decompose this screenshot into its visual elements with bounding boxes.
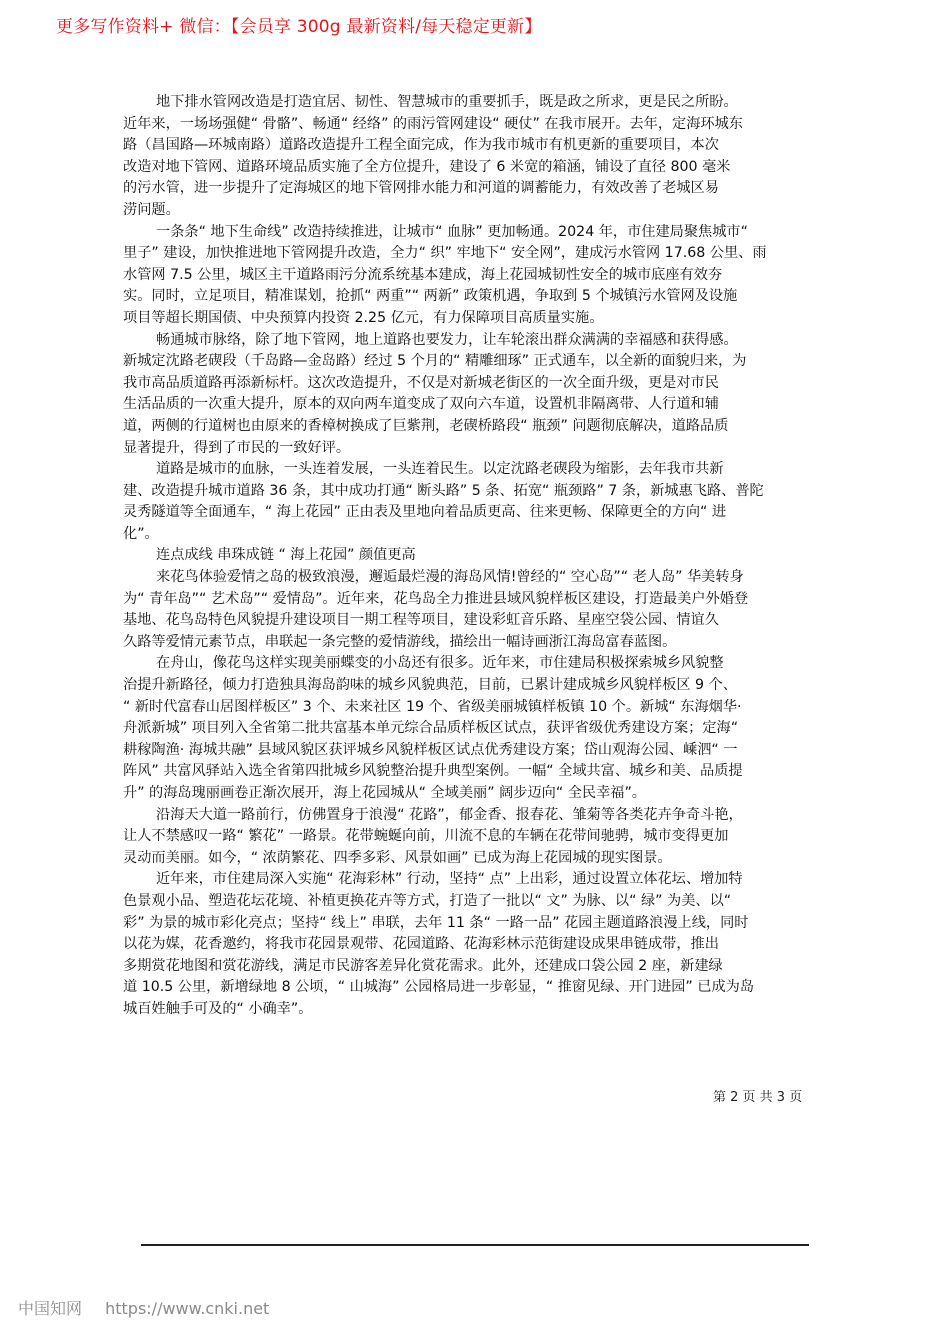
text-line: 实。同时，立足项目，精准谋划，抢抓“ 两重”“ 两新” 政策机遇，争取到 5 个城镇污水管网及设施: [123, 288, 738, 305]
text-line: 灵秀隧道等全面通车，“ 海上花园” 正由表及里地向着品质更高、往来更畅、保障更全的方向“ 进: [123, 504, 727, 521]
footer-site-url[interactable]: https://www.cnki.net: [105, 1299, 270, 1318]
paragraph: [123, 222, 833, 330]
text-line: 耕稼陶渔· 海城共融” 县域风貌区获评城乡风貌样板区试点优秀建设方案；岱山观海公园、嵊泗“ 一: [123, 741, 738, 758]
paragraph: [123, 459, 833, 545]
paragraph: [123, 653, 833, 804]
text-line: 生活品质的一次重大提升，原本的双向两车道变成了双向六车道，设置机非隔离带、人行道和辅: [123, 396, 719, 413]
footer-divider: [141, 1244, 809, 1246]
text-line: 为“ 青年岛”“ 艺术岛”“ 爱情岛”。近年来，花鸟岛全力推进县域风貌样板区建设，打造最美户外婚登: [123, 590, 749, 607]
text-line: 近年来，市住建局深入实施“ 花海彩林” 行动，坚持“ 点” 上出彩，通过设置立体花坛、增加特: [156, 871, 743, 888]
paragraph: [123, 567, 833, 653]
text-line: 来花鸟体验爱情之岛的极致浪漫，邂逅最烂漫的海岛风情!曾经的“ 空心岛”“ 老人岛” 华美转身: [156, 569, 744, 586]
text-line: 基地、花鸟岛特色风貌提升建设项目一期工程等项目，建设彩虹音乐路、星座空袋公园、情谊久: [123, 612, 719, 629]
paragraph: [123, 545, 833, 567]
article-body: [123, 92, 833, 1021]
text-line: 化”。: [123, 525, 159, 542]
text-line: 我市高品质道路再添新标杆。这次改造提升，不仅是对新城老街区的一次全面升级，更是对市民: [123, 374, 719, 391]
text-line: 城百姓触手可及的“ 小确幸”。: [123, 1000, 313, 1017]
text-line: 里子” 建设，加快推进地下管网提升改造，全力“ 织” 牢地下“ 安全网”，建成污水管网 17.68 公里、雨: [123, 245, 767, 262]
text-line: 久路等爱情元素节点，串联起一条完整的爱情游线，描绘出一幅诗画浙江海岛富春蓝图。: [123, 633, 677, 650]
footer-watermark: [18, 1296, 287, 1319]
text-line: 升” 的海岛瑰丽画卷正渐次展开，海上花园城从“ 全域美丽” 阔步迈向“ 全民幸福”。: [123, 785, 646, 801]
text-line: 建、改造提升城市道路 36 条，其中成功打通“ 断头路” 5 条、拓宽“ 瓶颈路” 7 条，新城惠飞路、普陀: [123, 482, 764, 499]
text-line: 改造对地下管网、道路环境品质实施了全方位提升，建设了 6 米宽的箱涵，铺设了直径 800 毫米: [123, 158, 731, 175]
text-line: 项目等超长期国债、中央预算内投资 2.25 亿元，有力保障项目高质量实施。: [123, 309, 604, 326]
text-line: 连点成线 串珠成链 “ 海上花园” 颜值更高: [156, 547, 416, 564]
text-line: “ 新时代富春山居图样板区” 3 个、未来社区 19 个、省级美丽城镇样板镇 10 个。新城“ 东海烟华·: [123, 698, 742, 715]
footer-site-name: 中国知网: [18, 1299, 83, 1318]
paragraph: [123, 805, 833, 870]
text-line: 阵风” 共富风驿站入选全省第四批城乡风貌整治提升典型案例。一幅“ 全域共富、城乡和美、品质提: [123, 763, 743, 780]
paragraph: [123, 869, 833, 1020]
text-line: 道路是城市的血脉，一头连着发展，一头连着民生。以定沈路老碶段为缩影，去年我市共新: [156, 461, 724, 478]
text-line: 沿海天大道一路前行，仿佛置身于浪漫“ 花路”，郁金香、报春花、雏菊等各类花卉争奇斗艳，: [156, 806, 743, 823]
text-line: 新城定沈路老碶段（千岛路—金岛路）经过 5 个月的“ 精雕细琢” 正式通车，以全新的面貌归来，为: [123, 353, 747, 370]
paragraph: [123, 92, 833, 222]
text-line: 色景观小品、塑造花坛花境、补植更换花卉等方式，打造了一批以“ 文” 为脉、以“ 绿” 为美、以“: [123, 892, 732, 909]
page-number: 第 2 页 共 3 页: [713, 1090, 803, 1105]
text-line: 显著提升，得到了市民的一致好评。: [123, 439, 351, 456]
text-line: 路（昌国路—环城南路）道路改造提升工程全面完成，作为我市城市有机更新的重要项目，本次: [123, 137, 719, 154]
promo-banner: 更多写作资料+ 微信：【会员享 300g 最新资料/每天稳定更新】: [56, 17, 542, 37]
text-line: 地下排水管网改造是打造宜居、韧性、智慧城市的重要抓手，既是政之所求，更是民之所盼。: [156, 94, 738, 110]
text-line: 在舟山，像花鸟这样实现美丽蝶变的小岛还有很多。近年来，市住建局积极探索城乡风貌整: [156, 655, 724, 672]
text-line: 让人不禁感叹一路“ 繁花” 一路景。花带蜿蜒向前，川流不息的车辆在花带间驰骋，城市变得更加: [123, 828, 729, 845]
text-line: 畅通城市脉络，除了地下管网，地上道路也要发力，让车轮滚出群众满满的幸福感和获得感。: [156, 331, 738, 348]
text-line: 道，两侧的行道树也由原来的香樟树换成了巨紫荆，老碶桥路段“ 瓶颈” 问题彻底解决，道路品质: [123, 417, 729, 434]
paragraph: [123, 330, 833, 460]
text-line: 一条条“ 地下生命线” 改造持续推进，让城市“ 血脉” 更加畅通。2024 年，市住建局聚焦城市“: [156, 223, 748, 240]
text-line: 近年来，一场场强健“ 骨骼”、畅通“ 经络” 的雨污管网建设“ 硬仗” 在我市展开。去年，定海环城东: [123, 115, 743, 132]
text-line: 治提升新路径，倾力打造独具海岛韵味的城乡风貌典范，目前，已累计建成城乡风貌样板区 9 个、: [123, 677, 737, 694]
text-line: 涝问题。: [123, 201, 180, 218]
text-line: 彩” 为景的城市彩化亮点；坚持“ 线上” 串联，去年 11 条“ 一路一品” 花园主题道路浪漫上线，同时: [123, 914, 749, 931]
text-line: 的污水管，进一步提升了定海城区的地下管网排水能力和河道的调蓄能力，有效改善了老城区易: [123, 180, 719, 197]
text-line: 多期赏花地图和赏花游线，满足市民游客差异化赏花需求。此外，还建成口袋公园 2 座，新建绿: [123, 957, 723, 974]
text-line: 灵动而美丽。如今，“ 浓荫繁花、四季多彩、风景如画” 已成为海上花园城的现实图景。: [123, 849, 672, 866]
text-line: 水管网 7.5 公里，城区主干道路雨污分流系统基本建成，海上花园城韧性安全的城市底座有效夯: [123, 266, 723, 283]
text-line: 道 10.5 公里，新增绿地 8 公顷，“ 山城海” 公园格局进一步彰显，“ 推窗见绿、开门进园” 已成为岛: [123, 979, 755, 996]
text-line: 舟派新城” 项目列入全省第二批共富基本单元综合品质样板区试点，获评省级优秀建设方案；定海“: [123, 720, 739, 737]
text-line: 以花为媒，花香邀约，将我市花园景观带、花园道路、花海彩林示范街建设成果串链成带，推出: [123, 936, 719, 953]
